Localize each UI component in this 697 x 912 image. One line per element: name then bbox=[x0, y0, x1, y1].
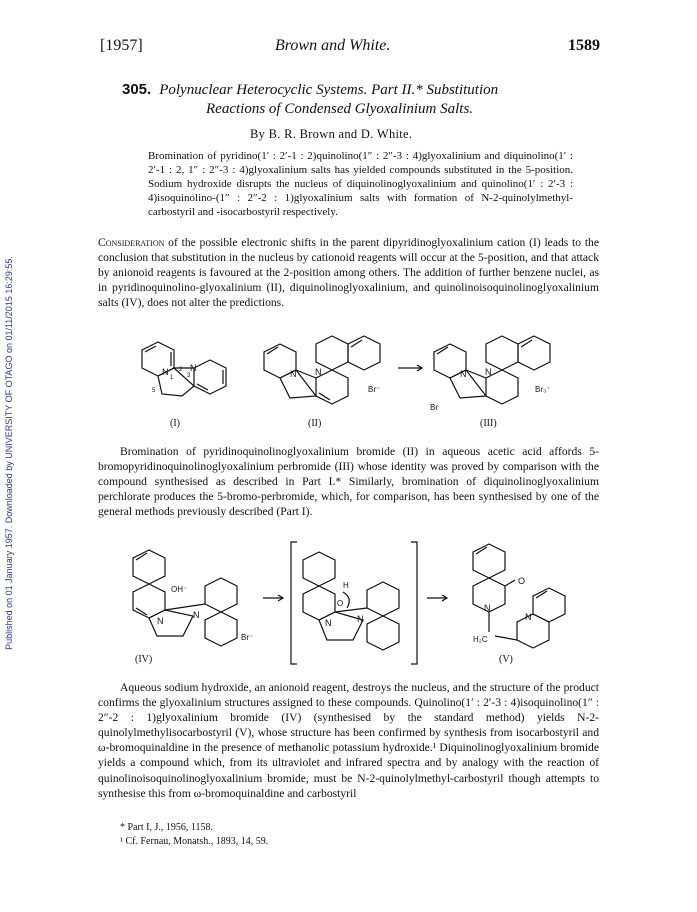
bracket-left bbox=[291, 542, 297, 664]
hydroxide: OH⁻ bbox=[171, 585, 188, 594]
paragraph-1 bbox=[98, 235, 599, 310]
position-3: 3 bbox=[187, 373, 191, 379]
structure-V bbox=[473, 544, 565, 665]
anion-III: Br₃⁻ bbox=[535, 385, 551, 394]
intermediate bbox=[303, 552, 399, 650]
running-header bbox=[100, 37, 600, 57]
svg-text:N: N bbox=[485, 367, 492, 377]
paragraph-3: Aqueous sodium hydroxide, an anionoid reagent, destroys the nucleus, and the structure of the product confirms the glyoxalinium structures assigned to these compounds. Quinolino(1′ : 2′-3 : 4)isoquinolino(1″ : 2″-2 : 1)glyoxalinium bromide (IV) (synthesised by the standard method) yields N-2-quinolylmethylisocarbostyril (V), whose structure has been confirmed by synthesis from isocarbostyril and ω-bromoquinaldine in the presence of methanolic potassium hydroxide.¹ Diquinolinoglyoxalinium bromide yields a compound which, from its ultraviolet and infrared spectra and by analogy with the reaction of quinolinoisoquinolinoglyoxalinium bromide, must be N-2-quinolylmethyl-carbostyril though attempts to synthesise this from ω-bromoquinaldine and carbostyril bbox=[98, 681, 599, 800]
lead-word: Consideration bbox=[98, 236, 165, 249]
running-title: Brown and White. bbox=[275, 37, 391, 54]
svg-text:N: N bbox=[157, 616, 164, 626]
label-V: (V) bbox=[499, 654, 513, 665]
structure-I bbox=[142, 342, 226, 429]
structure-III bbox=[430, 336, 550, 429]
byline: By B. R. Brown and D. White. bbox=[250, 127, 413, 141]
article-number: 305. bbox=[122, 81, 152, 98]
title-line-2: Reactions of Condensed Glyoxalinium Salts. bbox=[206, 101, 474, 117]
svg-text:N: N bbox=[315, 367, 322, 377]
curly-arrow bbox=[343, 592, 349, 608]
title-line-1: Polynuclear Heterocyclic Systems. Part II.* Substitution bbox=[159, 82, 499, 98]
position-5: 5 bbox=[152, 388, 156, 394]
scheme-2 bbox=[115, 536, 575, 671]
oxygen-V: O bbox=[518, 576, 526, 586]
paragraph-2: Bromination of pyridinoquinolinoglyoxalinium bromide (II) in aqueous acetic acid affords 5-bromopyridinoquinolinoglyoxalinium perbromide (III) whose identity was proved by comparison with the compound synthesised as described in Part I.* Similarly, bromination of diquinolinoglyoxalinium perchlorate produces the 5-bromo-perbromide, which, for comparison, has been synthesised by one of the general methods previously described (Part I). bbox=[98, 445, 599, 519]
abstract: Bromination of pyridino(1′ : 2′-1 : 2)quinolino(1″ : 2″-3 : 4)glyoxalinium and diquinolino(1′ : 2′-1 : 2, 1″ : 2″-3 : 4)glyoxalinium salts has yielded compounds substituted in the 5-position. Sodium hydroxide disrupts the nucleus of diquinolinoglyoxalinium and quinolino(1′ : 2′-3 : 4)isoquinolino-(1″ : 2″-2 : 1)glyoxalinium salts with formation of N-2-quinolylmethyl-carbostyril and -isocarbostyril respectively. bbox=[148, 150, 573, 218]
atom-N1: N bbox=[162, 367, 169, 377]
scheme-1 bbox=[130, 330, 570, 435]
bromo-substituent: Br bbox=[430, 403, 438, 412]
anion-II: Br⁻ bbox=[368, 385, 381, 394]
page-number: 1589 bbox=[568, 37, 600, 54]
structure-II bbox=[264, 336, 380, 429]
label-IV: (IV) bbox=[135, 654, 153, 665]
methylene: H₂C bbox=[473, 635, 488, 644]
anion-IV: Br⁻ bbox=[241, 633, 254, 642]
atom-N-V: N bbox=[484, 603, 491, 613]
paragraph-1-text: of the possible electronic shifts in the parent dipyridinoglyoxalinium cation (I) leads to the conclusion that substitution in the nucleus by cationoid reagents will occur at the 5-position, and that attack by anionoid reagents is favoured at the 2-position among others. The addition of further benzene nuclei, as in pyridinoquinolino-glyoxalinium (II), diquinolinoglyoxalinium, and quinolinoisoquinolinoglyoxalinium salts (IV), does not alter the predictions. bbox=[98, 236, 599, 310]
position-1: 1 bbox=[170, 375, 174, 381]
bracket-right bbox=[411, 542, 417, 664]
structure-IV bbox=[133, 550, 253, 665]
label-I: (I) bbox=[170, 418, 180, 429]
article-title bbox=[122, 80, 592, 119]
svg-text:N: N bbox=[325, 618, 332, 628]
label-III: (III) bbox=[480, 418, 497, 429]
atom-N3: N bbox=[190, 363, 197, 373]
hydrogen: H bbox=[343, 581, 349, 590]
journal-year: [1957] bbox=[100, 37, 143, 54]
position-2: 2 bbox=[179, 367, 183, 373]
footnote-star: * Part I, J., 1956, 1158. bbox=[120, 822, 213, 833]
svg-text:N: N bbox=[357, 614, 364, 624]
footnote-1: ¹ Cf. Fernau, Monatsh., 1893, 14, 59. bbox=[120, 836, 269, 847]
svg-text:N: N bbox=[290, 369, 297, 379]
svg-text:N: N bbox=[525, 612, 532, 622]
download-watermark: Published on 01 January 1957. Downloaded by UNIVERSITY OF OTAGO on 01/11/2015 16:29:55. bbox=[4, 256, 14, 650]
label-II: (II) bbox=[308, 418, 322, 429]
oxygen-intermediate: O bbox=[337, 599, 344, 608]
svg-text:N: N bbox=[193, 610, 200, 620]
svg-text:N: N bbox=[460, 369, 467, 379]
